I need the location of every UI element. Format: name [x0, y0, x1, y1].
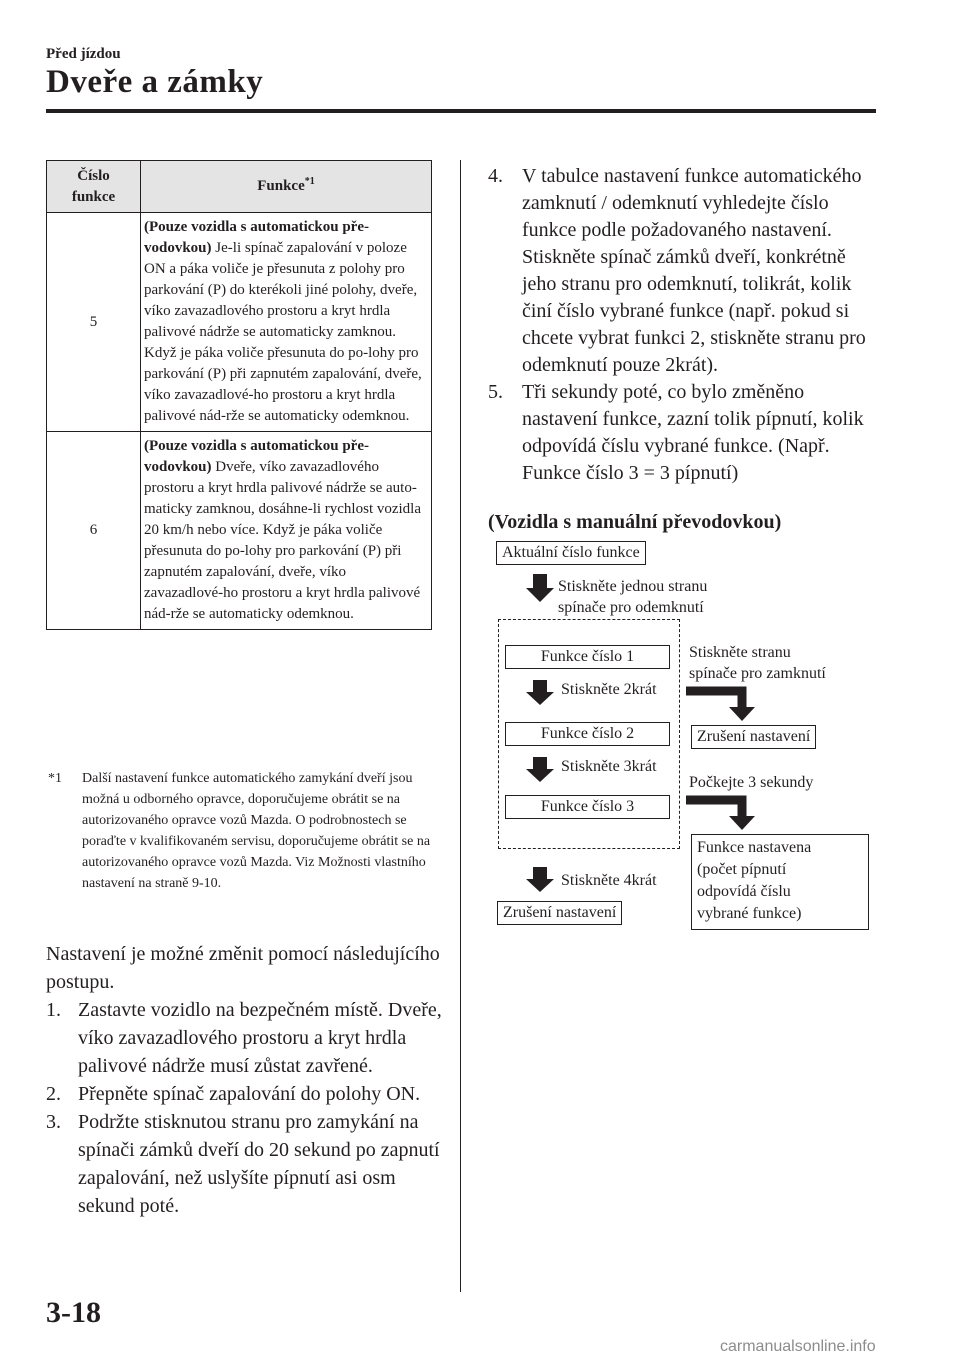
page-title: Dveře a zámky	[46, 64, 264, 100]
arrow-down-icon	[526, 574, 554, 602]
elbow-arrow-icon	[686, 691, 742, 708]
function-set-box: Funkce nastavena (počet pípnutí odpovídá číslu vybrané funkce)	[691, 834, 869, 930]
press-3x-label: Stiskněte 3krát	[561, 758, 657, 775]
footnote-mark: *1	[48, 771, 62, 786]
table-header-number: Číslo funkce	[47, 161, 141, 213]
arrow-head-icon	[729, 816, 755, 830]
table-cell-number: 5	[47, 213, 141, 432]
list-item: 5. Tři sekundy poté, co bylo změněno nastavení funkce, zazní tolik pípnutí, kolik odpovídá číslu vybrané funkce. (Např. Funkce číslo 3 = 3 pípnutí)	[488, 381, 864, 484]
press-2x-label: Stiskněte 2krát	[561, 681, 657, 698]
subhead-manual: (Vozidla s manuální převodovkou)	[488, 511, 782, 533]
table-header-function: Funkce$^{*1}$	[141, 161, 432, 213]
elbow-arrow-icon	[686, 800, 742, 817]
press-once-label: Stiskněte jednou stranu spínače pro odemknutí	[558, 578, 708, 616]
cancel-setting-left-box: Zrušení nastavení	[497, 901, 622, 925]
arrow-head-icon	[729, 707, 755, 721]
press-lock-side-label: Stiskněte stranu spínače pro zamknutí	[689, 644, 826, 682]
function-2-box: Funkce číslo 2	[505, 722, 670, 746]
arrow-down-icon	[526, 757, 554, 782]
footnote-text: Další nastavení funkce automatického zamykání dveří jsou možná u odborného opravce, doporučujeme obrátit se na autorizovaného opravce vozů Mazda. O podrobnostech se poraďte v kvalifikovaném servisu, doporučujeme obrátit se na autorizovaného opravce vozů Mazda. Viz Možnosti vlastního nastavení na straně 9-10.	[82, 771, 431, 891]
list-item: 1. Zastavte vozidlo na bezpečném místě. Dveře, víko zavazadlového prostoru a kryt hrdla palivové nádrže musí zůstat zavřené.	[46, 999, 442, 1077]
cancel-setting-right-box: Zrušení nastavení	[691, 725, 816, 749]
list-item: 2. Přepněte spínač zapalování do polohy ON.	[46, 1083, 421, 1105]
function-3-box: Funkce číslo 3	[505, 795, 670, 819]
watermark: carmanualsonline.info	[720, 1338, 876, 1355]
list-item: 3. Podržte stisknutou stranu pro zamykání na spínači zámků dveří do 20 sekund po zapnutí zapalování, než uslyšíte pípnutí asi osm sekund poté.	[46, 1111, 440, 1217]
function-1-box: Funkce číslo 1	[505, 645, 670, 669]
arrow-down-icon	[526, 680, 554, 705]
table-cell-function: (Pouze vozidla s automatickou pře-vodovkou) Je-li spínač zapalování v poloze ON a páka voliče je přesunuta z polohy pro parkování (P) do kterékoli jiné polohy, dveře, víko zavazadlového prostoru a kryt hrdla palivové nádrže se automaticky zamknou. Když je páka voliče přesunuta do po-lohy pro parkování (P) při zapnutém zapalování, dveře, víko zavazadlové-ho prostoru a kryt hrdla palivové nád-rže se automaticky odemknou.	[141, 213, 432, 432]
list-item: 4. V tabulce nastavení funkce automatického zamknutí / odemknutí vyhledejte číslo funkce podle požadovaného nastavení. Stiskněte spínač zámků dveří, konkrétně jeho stranu pro odemknutí, tolikrát, kolik činí číslo vybrané funkce (např. pokud si chcete vybrat funkci 2, stiskněte stranu pro odemknutí pouze 2krát).	[488, 165, 866, 376]
table-cell-number: 6	[47, 432, 141, 630]
page-number: 3-18	[46, 1296, 101, 1329]
wait-3s-label: Počkejte 3 sekundy	[689, 774, 814, 791]
press-4x-label: Stiskněte 4krát	[561, 872, 657, 889]
current-function-box: Aktuální číslo funkce	[496, 541, 646, 565]
intro-text: Nastavení je možné změnit pomocí následujícího postupu.	[46, 943, 440, 993]
arrow-down-icon	[526, 867, 554, 892]
table-cell-function: (Pouze vozidla s automatickou pře-vodovkou) Dveře, víko zavazadlového prostoru a kryt hrdla palivové nádrže se auto-maticky zamknou, dosáhne-li rychlost vozidla 20 km/h nebo více. Když je páka voliče přesunuta do po-lohy pro parkování (P) při zapnutém zapalování, dveře, víko zavazadlové-ho prostoru a kryt hrdla palivové nád-rže se automaticky odemknou.	[141, 432, 432, 630]
section-label: Před jízdou	[46, 46, 121, 62]
